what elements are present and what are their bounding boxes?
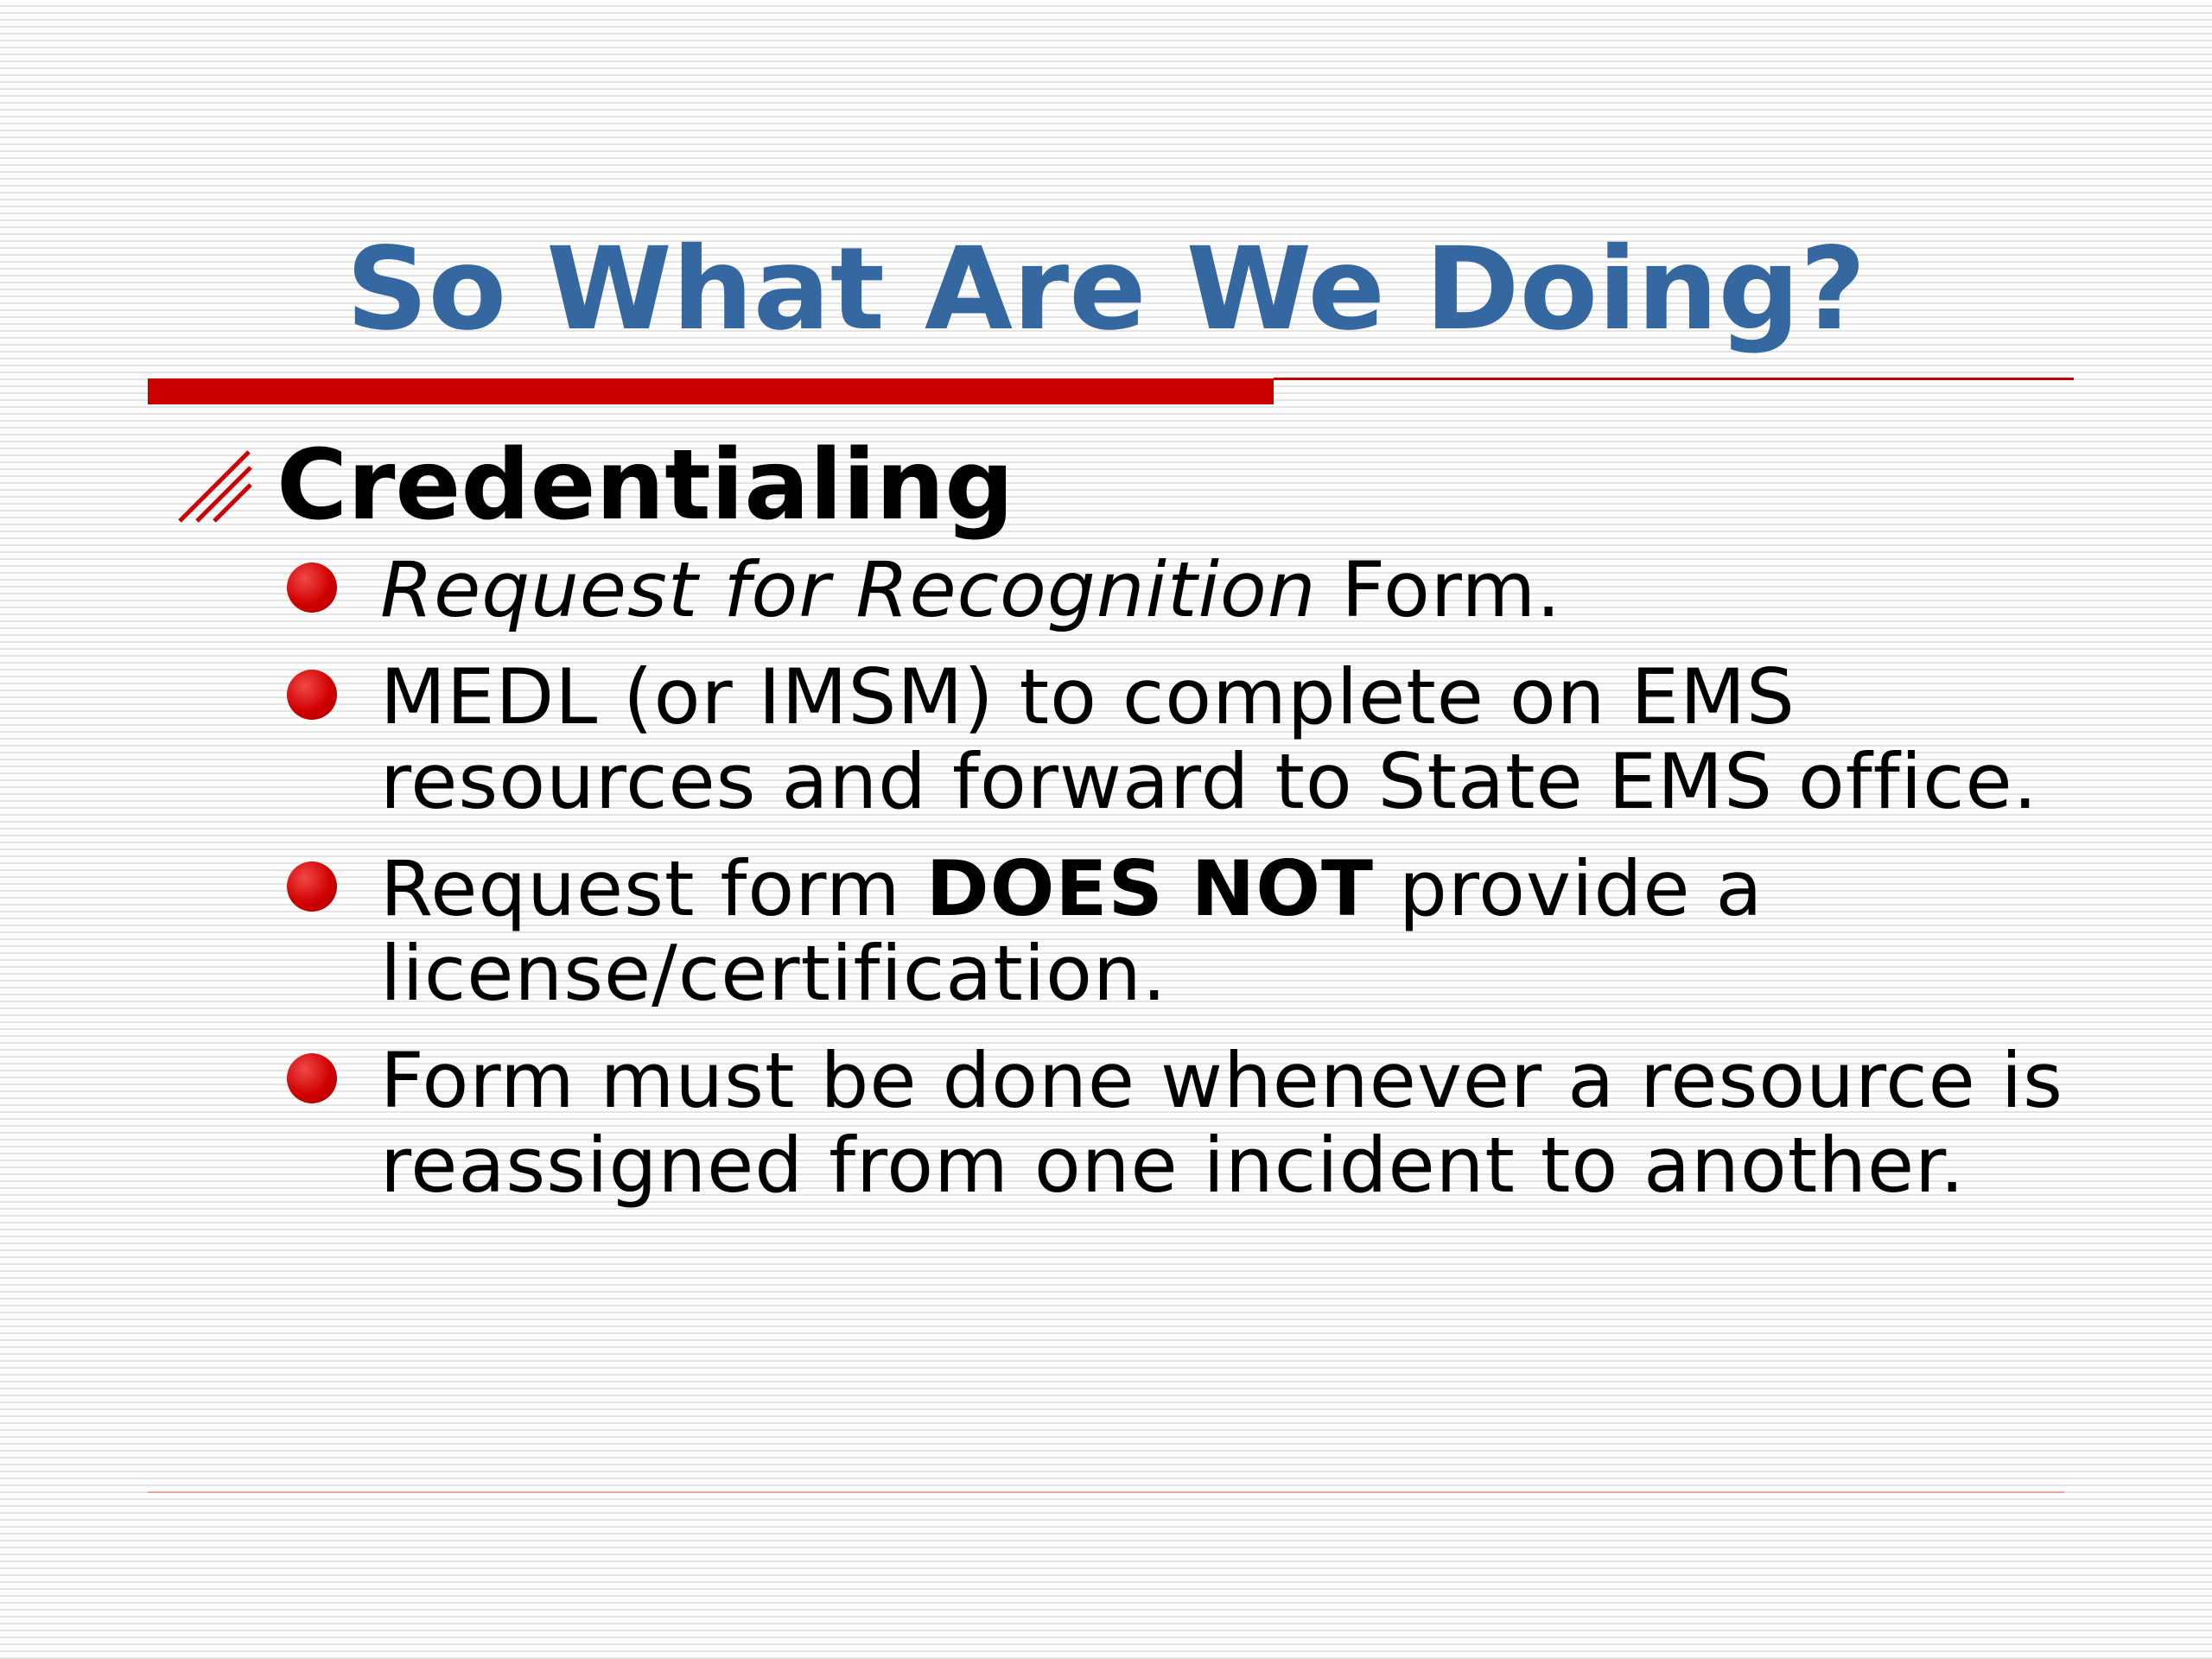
bullet-list xyxy=(285,545,2100,1230)
bullet-text: MEDL (or IMSM) to complete on EMS resources and forward to State EMS office. xyxy=(380,652,2038,826)
red-dot-bullet-icon xyxy=(287,563,337,613)
bullet-text: Form must be done whenever a resource is reassigned from one incident to another. xyxy=(380,1036,2063,1210)
bullet-text-tail: provide a license/certification. xyxy=(380,844,1764,1018)
title-underline-thick xyxy=(148,378,1274,404)
diagonal-hatch-icon xyxy=(178,448,252,523)
heading-credentialing: Credentialing xyxy=(276,429,1014,542)
list-item xyxy=(285,545,2100,634)
bullet-text-tail: Form. xyxy=(1316,545,1562,634)
footer-divider xyxy=(148,1491,2064,1493)
list-item xyxy=(285,652,2100,826)
bullet-text xyxy=(380,545,2100,634)
red-dot-bullet-icon xyxy=(287,861,337,912)
bullet-text xyxy=(380,844,2100,1018)
red-dot-bullet-icon xyxy=(287,670,337,720)
slide-title: So What Are We Doing? xyxy=(346,223,1866,356)
form-name: Request for Recognition xyxy=(380,545,1317,634)
red-dot-bullet-icon xyxy=(287,1053,337,1103)
emphasis-does-not: DOES NOT xyxy=(925,844,1375,933)
list-item xyxy=(285,844,2100,1018)
bullet-text-lead: Request form xyxy=(380,844,926,933)
heading-row xyxy=(178,429,1014,542)
list-item xyxy=(285,1036,2100,1210)
title-underline-thin xyxy=(1274,378,2074,380)
